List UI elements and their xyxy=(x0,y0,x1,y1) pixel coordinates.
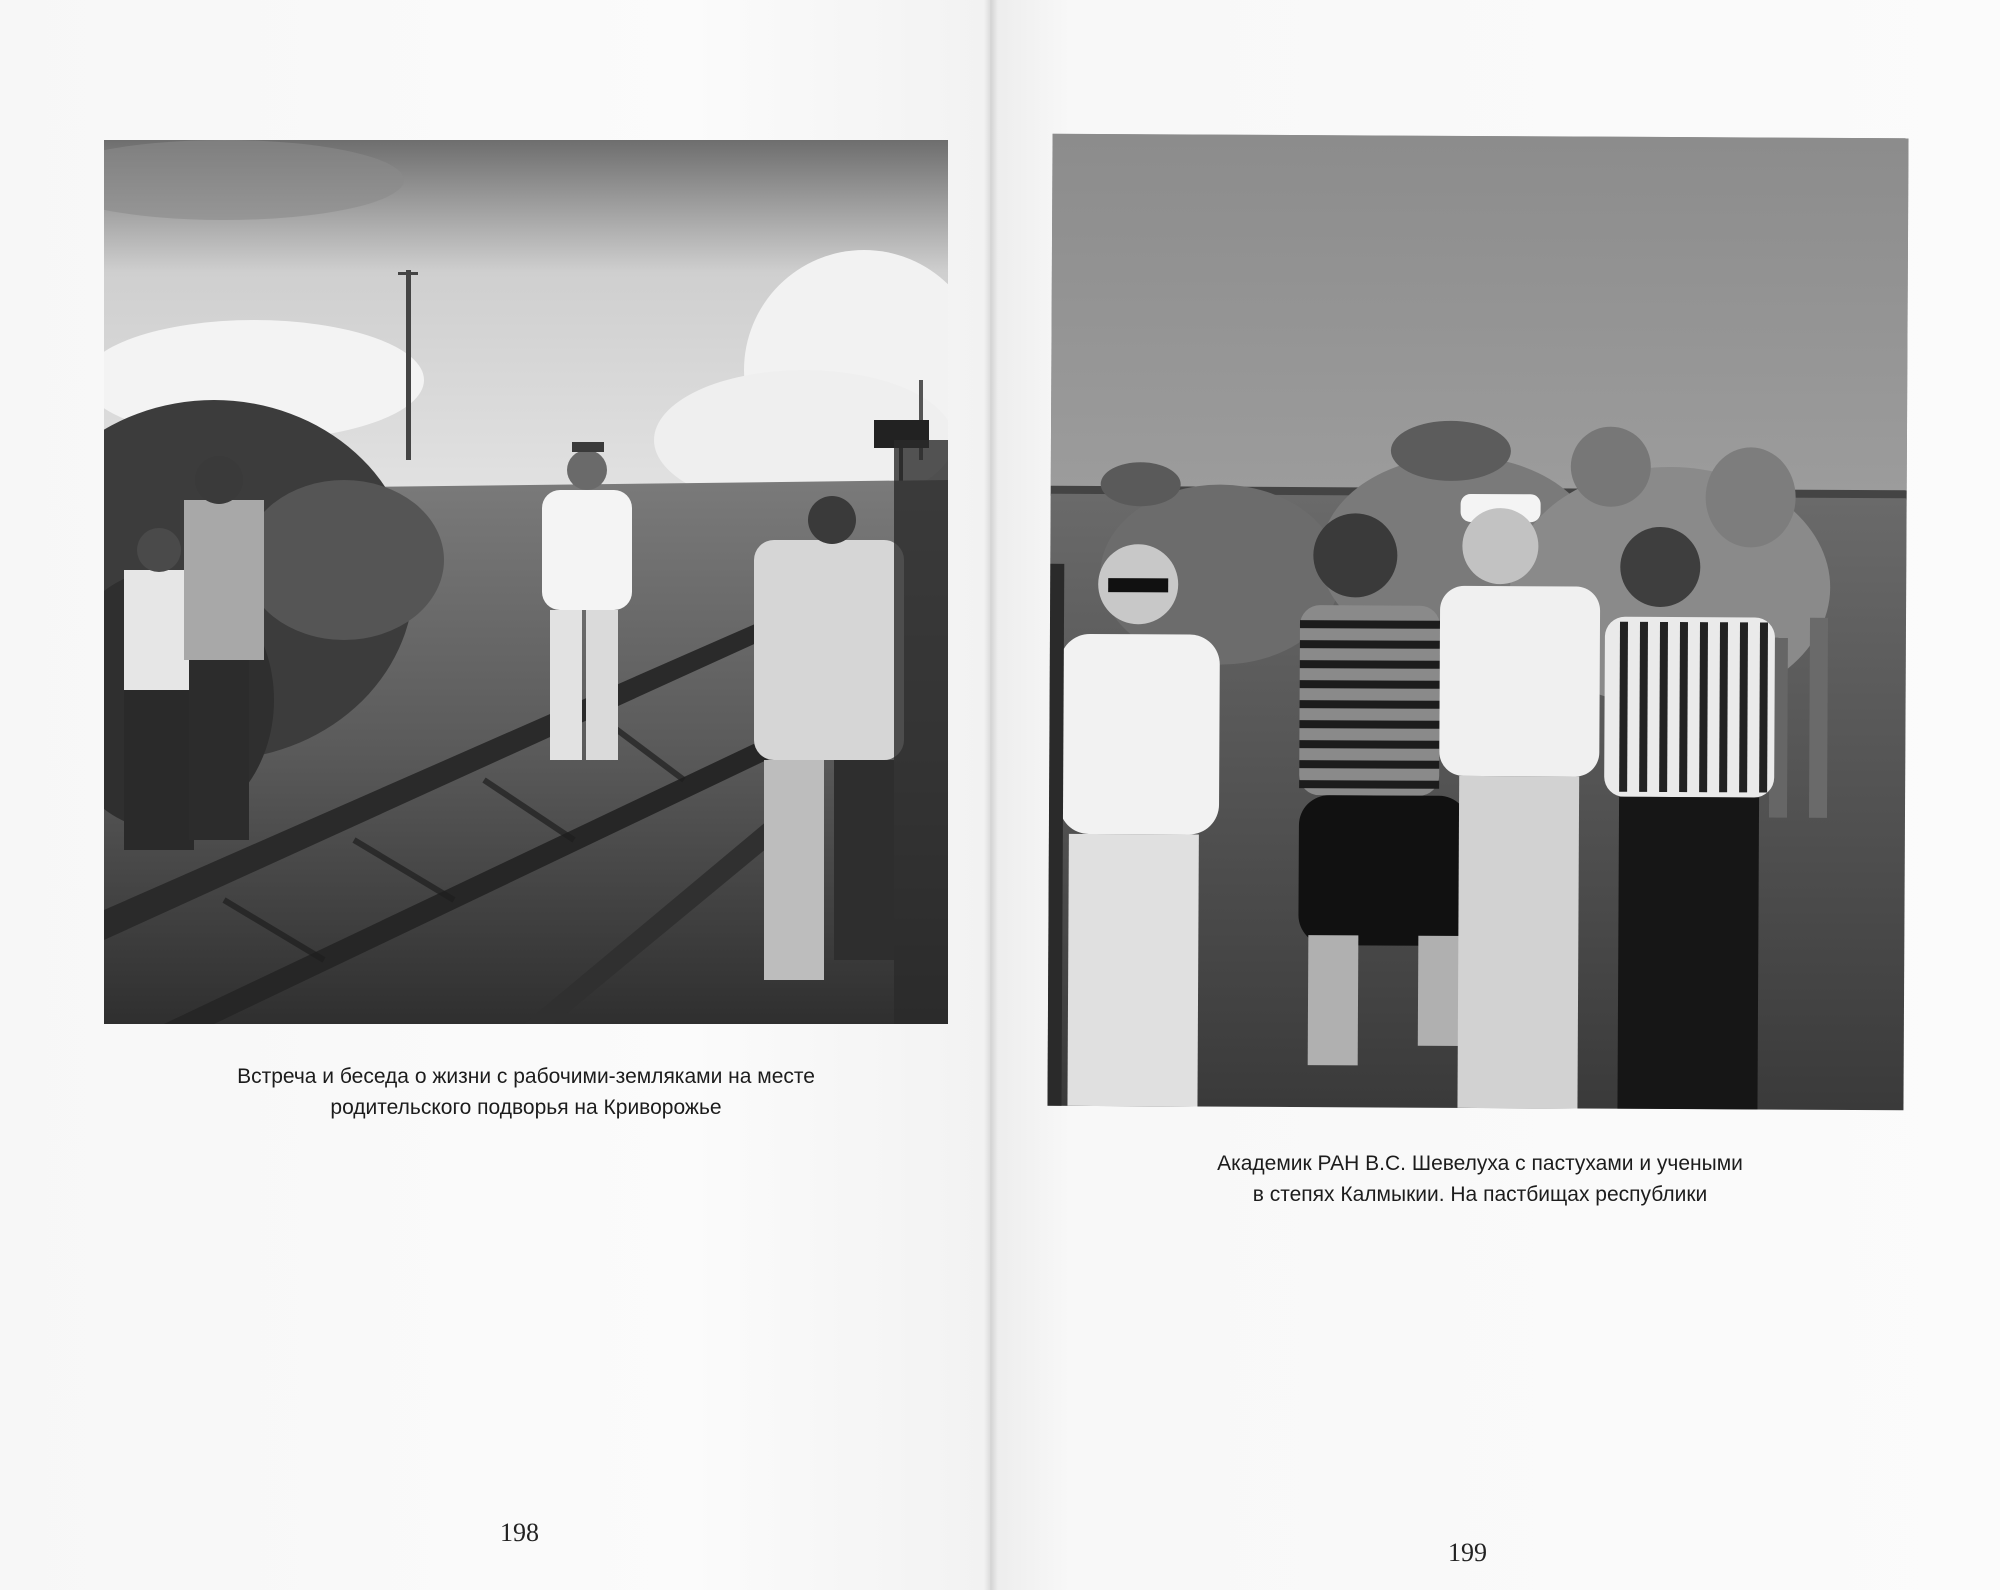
caption-left xyxy=(104,1061,948,1123)
caption-right-line-1: Академик РАН В.С. Шевелуха с пастухами и учеными xyxy=(1217,1152,1743,1175)
caption-right xyxy=(1040,1148,1920,1210)
photo-railway-meeting-image xyxy=(104,140,948,1024)
book-gutter xyxy=(984,0,998,1590)
photo-camels-group-image xyxy=(1047,134,1908,1110)
photo-camels-group xyxy=(1047,134,1908,1110)
page-number-left: 198 xyxy=(500,1518,539,1547)
caption-left-line-2: родительского подворья на Криворожье xyxy=(330,1096,722,1119)
page-number-right: 199 xyxy=(1448,1538,1487,1567)
photo-railway-meeting xyxy=(104,140,948,1024)
caption-right-line-2: в степях Калмыкии. На пастбищах республики xyxy=(1252,1183,1708,1206)
caption-left-line-1: Встреча и беседа о жизни с рабочими-земляками на месте xyxy=(237,1065,815,1088)
